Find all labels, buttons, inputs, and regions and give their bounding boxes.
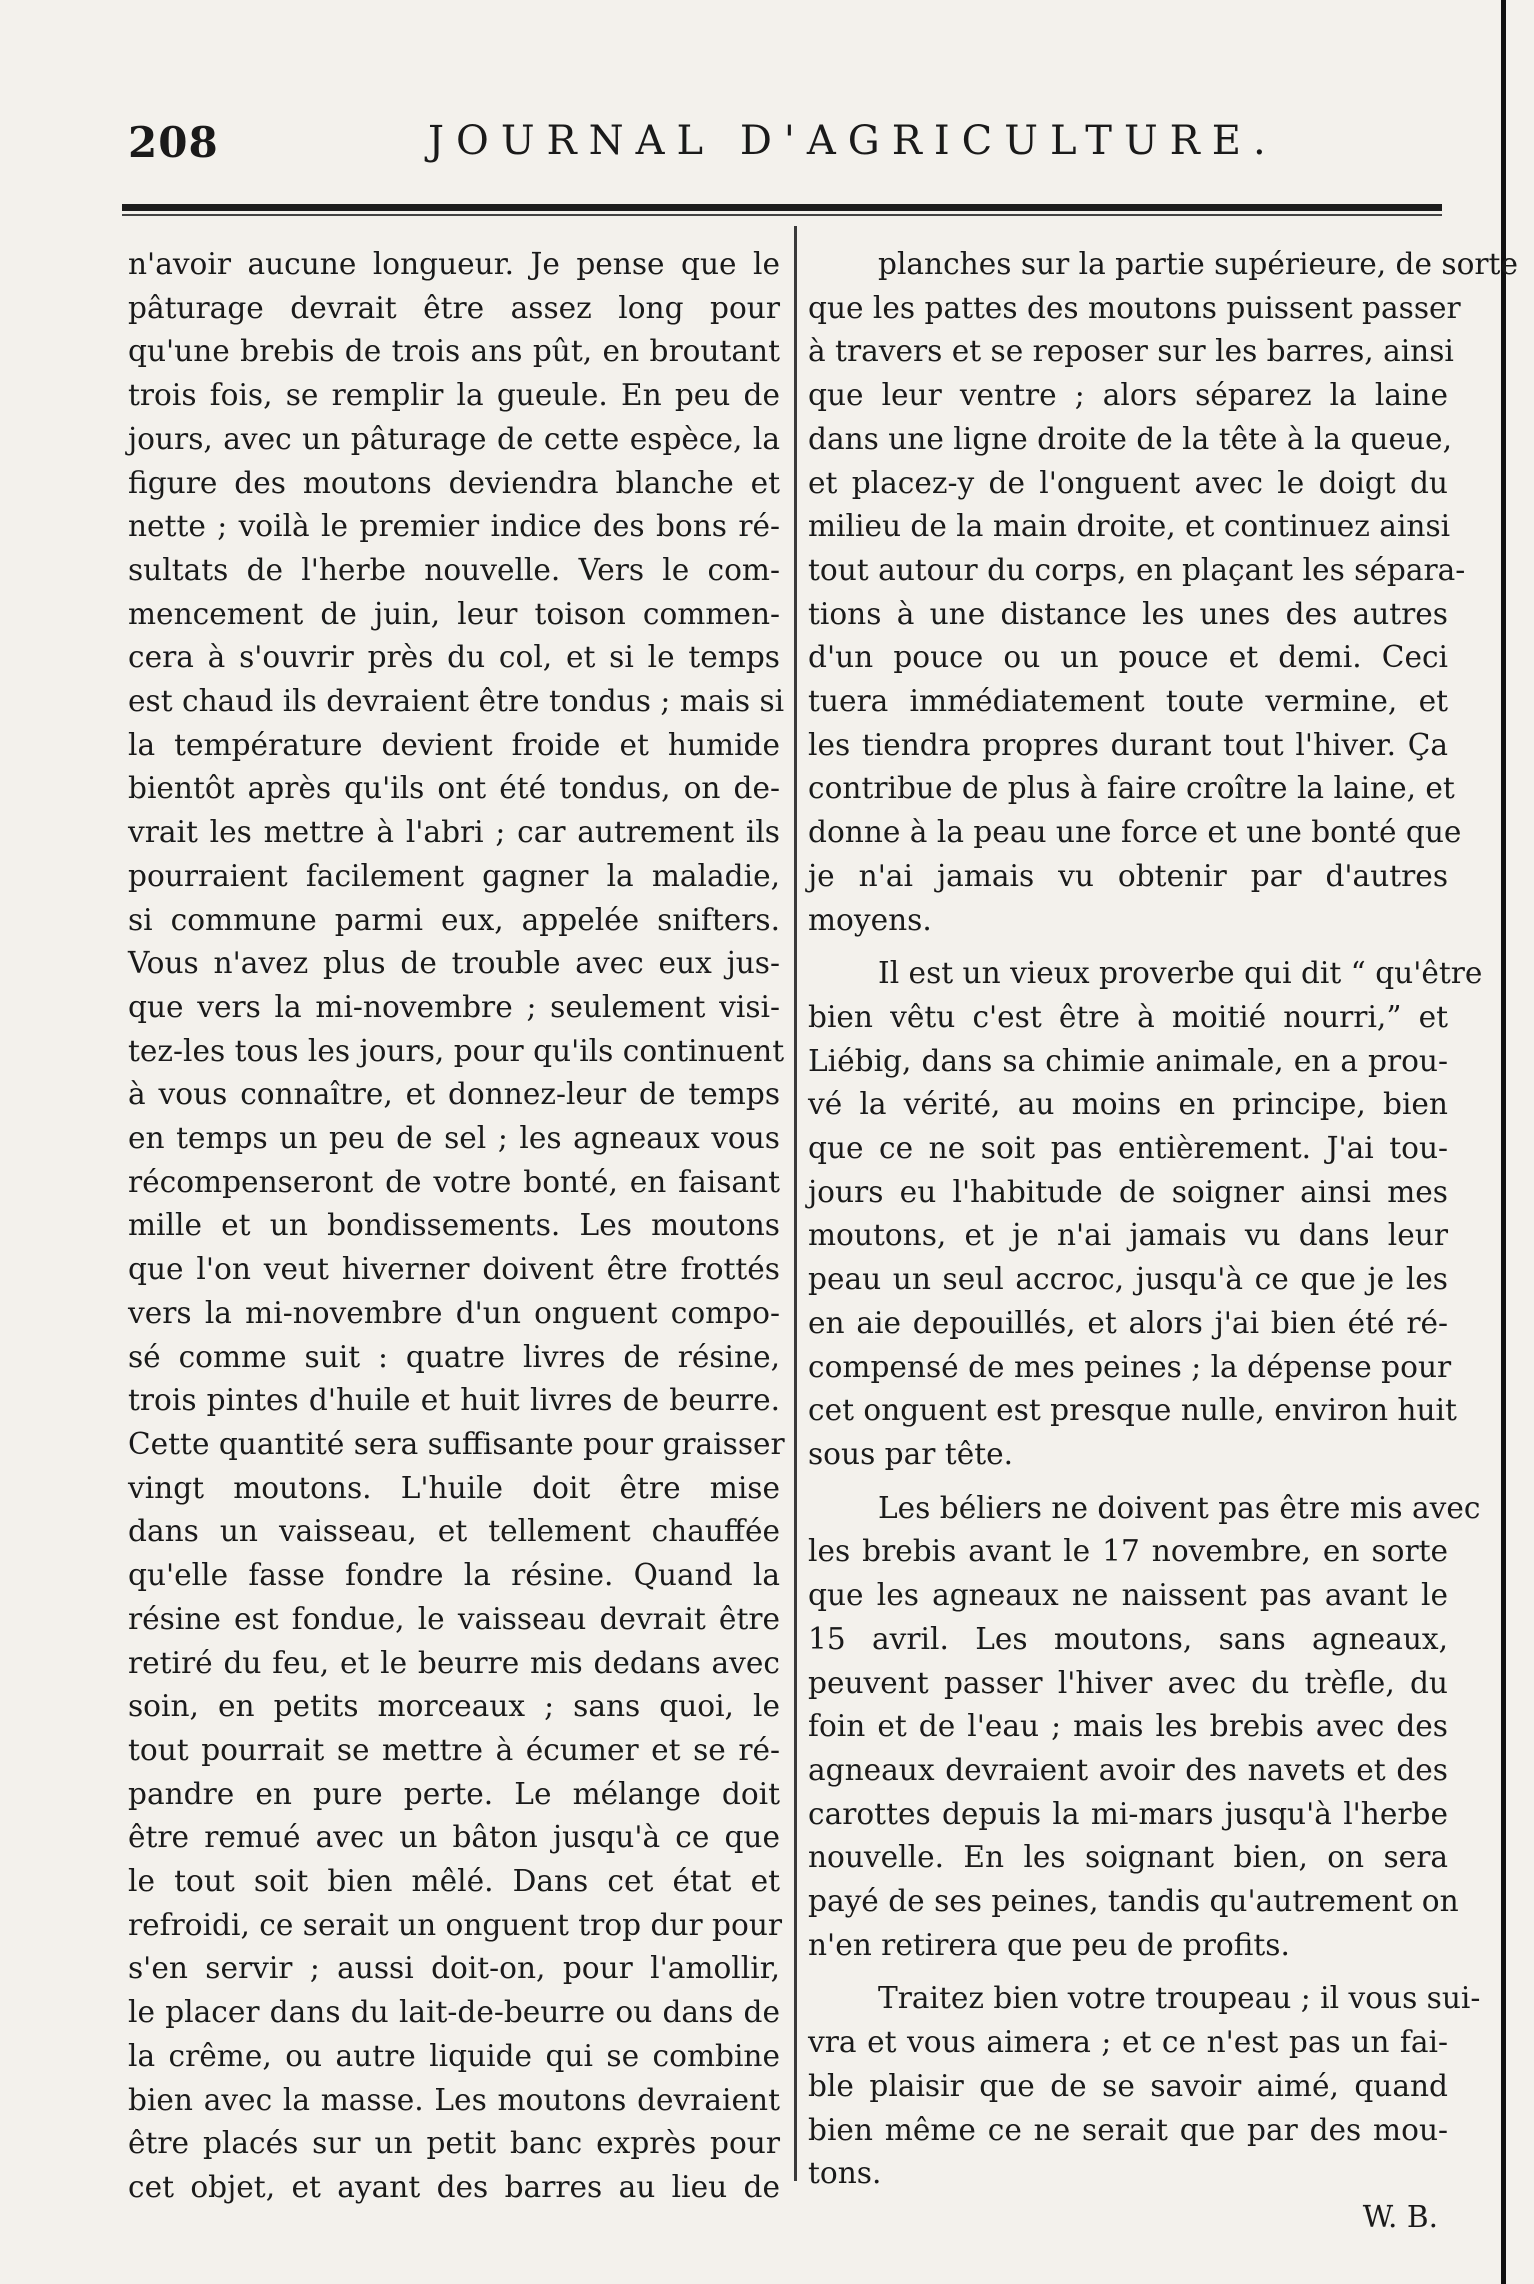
text-line: je n'ai jamais vu obtenir par d'autres (808, 858, 1448, 893)
column-divider (794, 226, 797, 2181)
text-line: est chaud ils devraient être tondus ; mais si (128, 684, 785, 719)
text-line: tons. (808, 2156, 882, 2191)
text-line: qu'une brebis de trois ans pût, en broutant (128, 334, 780, 369)
text-line: soin, en petits morceaux ; sans quoi, le (128, 1689, 780, 1724)
text-line: bien vêtu c'est être à moitié nourri,” et (808, 999, 1448, 1034)
text-line: la température devient froide et humide (128, 727, 780, 762)
text-line: carottes depuis la mi-mars jusqu'à l'herbe (808, 1796, 1448, 1831)
text-line: bien avec la masse. Les moutons devraient (128, 2082, 780, 2117)
text-line: peuvent passer l'hiver avec du trèfle, du (808, 1665, 1448, 1700)
text-line: s'en servir ; aussi doit-on, pour l'amollir, (128, 1951, 780, 1986)
text-line: vra et vous aimera ; et ce n'est pas un fai- (808, 2025, 1448, 2060)
text-line: en aie depouillés, et alors j'ai bien été ré- (808, 1305, 1448, 1340)
text-line: vé la vérité, au moins en principe, bien (808, 1087, 1448, 1122)
paragraph-gap (808, 942, 1448, 952)
text-line: vers la mi-novembre d'un onguent compo- (128, 1295, 780, 1330)
text-line: retiré du feu, et le beurre mis dedans avec (128, 1645, 780, 1680)
text-line: foin et de l'eau ; mais les brebis avec des (808, 1709, 1448, 1744)
text-line: résine est fondue, le vaisseau devrait être (128, 1601, 780, 1636)
text-line: pandre en pure perte. Le mélange doit (128, 1776, 780, 1811)
text-line: tout autour du corps, en plaçant les sépara- (808, 552, 1466, 587)
text-line: n'en retirera que peu de profits. (808, 1927, 1290, 1962)
text-line: tout pourrait se mettre à écumer et se ré- (128, 1732, 780, 1767)
left-column (128, 243, 785, 2210)
header-rule (122, 204, 1442, 211)
text-line: contribue de plus à faire croître la laine, et (808, 771, 1455, 806)
header-rule-thin (122, 214, 1442, 216)
text-line: sultats de l'herbe nouvelle. Vers le com- (128, 552, 780, 587)
text-line: d'un pouce ou un pouce et demi. Ceci (808, 640, 1448, 675)
text-line: Vous n'avez plus de trouble avec eux jus- (128, 946, 780, 981)
text-line: jours, avec un pâturage de cette espèce, la (128, 421, 780, 456)
text-line: dans un vaisseau, et tellement chauffée (128, 1514, 780, 1549)
text-line: trois fois, se remplir la gueule. En peu de (128, 378, 780, 413)
text-line: pourraient facilement gagner la maladie, (128, 858, 780, 893)
text-line: refroidi, ce serait un onguent trop dur pour (128, 1907, 783, 1942)
text-line: Les béliers ne doivent pas être mis avec (878, 1490, 1481, 1525)
text-line: trois pintes d'huile et huit livres de beurre. (128, 1383, 780, 1418)
text-line: récompenseront de votre bonté, en faisant (128, 1164, 780, 1199)
paragraph-gap (808, 1477, 1448, 1487)
text-line: tions à une distance les unes des autres (808, 596, 1448, 631)
text-line: 15 avril. Les moutons, sans agneaux, (808, 1621, 1448, 1656)
text-line: milieu de la main droite, et continuez ainsi (808, 509, 1451, 544)
text-line: le placer dans du lait-de-beurre ou dans de (128, 1995, 780, 2030)
text-line: et placez-y de l'onguent avec le doigt du (808, 465, 1448, 500)
text-line: à vous connaître, et donnez-leur de temps (128, 1077, 780, 1112)
text-line: Liébig, dans sa chimie animale, en a prou- (808, 1043, 1448, 1078)
text-line: les tiendra propres durant tout l'hiver. Ça (808, 727, 1448, 762)
text-line: ble plaisir que de se savoir aimé, quand (808, 2068, 1448, 2103)
text-line: tuera immédiatement toute vermine, et (808, 684, 1448, 719)
text-line: bien même ce ne serait que par des mou- (808, 2112, 1448, 2147)
text-line: le tout soit bien mêlé. Dans cet état et (128, 1864, 780, 1899)
text-line: nette ; voilà le premier indice des bons ré- (128, 509, 780, 544)
text-line: vingt moutons. L'huile doit être mise (128, 1470, 780, 1505)
text-line: que ce ne soit pas entièrement. J'ai tou- (808, 1131, 1448, 1166)
text-line: que les agneaux ne naissent pas avant le (808, 1578, 1448, 1613)
text-line: payé de ses peines, tandis qu'autrement on (808, 1884, 1459, 1919)
paragraph-gap (808, 1967, 1448, 1977)
text-line: sous par tête. (808, 1436, 1014, 1471)
page-edge (1501, 0, 1506, 2284)
text-line: compensé de mes peines ; la dépense pour (808, 1349, 1452, 1384)
right-column (808, 243, 1518, 2240)
text-line: si commune parmi eux, appelée snifters. (128, 902, 780, 937)
text-line: être remué avec un bâton jusqu'à ce que (128, 1820, 780, 1855)
text-line: Cette quantité sera suffisante pour graisser (128, 1426, 785, 1461)
text-line: dans une ligne droite de la tête à la queue, (808, 421, 1452, 456)
text-line: cet objet, et ayant des barres au lieu de (128, 2169, 780, 2204)
text-line: à travers et se reposer sur les barres, ainsi (808, 334, 1454, 369)
text-line: cet onguent est presque nulle, environ huit (808, 1393, 1457, 1428)
text-line: figure des moutons deviendra blanche et (128, 465, 780, 500)
text-line: peau un seul accroc, jusqu'à ce que je les (808, 1262, 1448, 1297)
text-line: moutons, et je n'ai jamais vu dans leur (808, 1218, 1448, 1253)
text-line: tez-les tous les jours, pour qu'ils continuent (128, 1033, 785, 1068)
text-line: sé comme suit : quatre livres de résine, (128, 1339, 780, 1374)
text-line: en temps un peu de sel ; les agneaux vous (128, 1121, 780, 1156)
text-line: Traitez bien votre troupeau ; il vous sui- (878, 1981, 1481, 2016)
text-line: que leur ventre ; alors séparez la laine (808, 378, 1448, 413)
text-line: n'avoir aucune longueur. Je pense que le (128, 247, 780, 281)
text-line: mille et un bondissements. Les moutons (128, 1208, 780, 1243)
text-line: être placés sur un petit banc exprès pour (128, 2126, 780, 2161)
text-line: planches sur la partie supérieure, de sorte (878, 247, 1518, 281)
text-line: nouvelle. En les soignant bien, on sera (808, 1840, 1448, 1875)
text-line: que vers la mi-novembre ; seulement visi- (128, 989, 780, 1024)
text-line: pâturage devrait être assez long pour (128, 290, 780, 325)
text-line: vrait les mettre à l'abri ; car autrement ils (128, 815, 780, 850)
signature: W. B. (1362, 2199, 1438, 2234)
text-line: moyens. (808, 902, 932, 937)
text-line: jours eu l'habitude de soigner ainsi mes (808, 1174, 1448, 1209)
running-title: JOURNAL D'AGRICULTURE. (428, 118, 1278, 164)
text-line: mencement de juin, leur toison commen- (128, 596, 780, 631)
text-line: la crême, ou autre liquide qui se combine (128, 2038, 780, 2073)
page-number: 208 (128, 118, 219, 167)
page-header (128, 118, 1448, 168)
text-line: donne à la peau une force et une bonté que (808, 815, 1462, 850)
text-line: bientôt après qu'ils ont été tondus, on de- (128, 771, 780, 806)
text-line: qu'elle fasse fondre la résine. Quand la (128, 1558, 780, 1593)
text-line: cera à s'ouvrir près du col, et si le temps (128, 640, 780, 675)
text-line: que l'on veut hiverner doivent être frottés (128, 1252, 780, 1287)
text-line: que les pattes des moutons puissent passer (808, 290, 1461, 325)
text-line: les brebis avant le 17 novembre, en sorte (808, 1534, 1448, 1569)
text-line: agneaux devraient avoir des navets et des (808, 1752, 1448, 1787)
text-line: Il est un vieux proverbe qui dit “ qu'être (878, 956, 1483, 991)
